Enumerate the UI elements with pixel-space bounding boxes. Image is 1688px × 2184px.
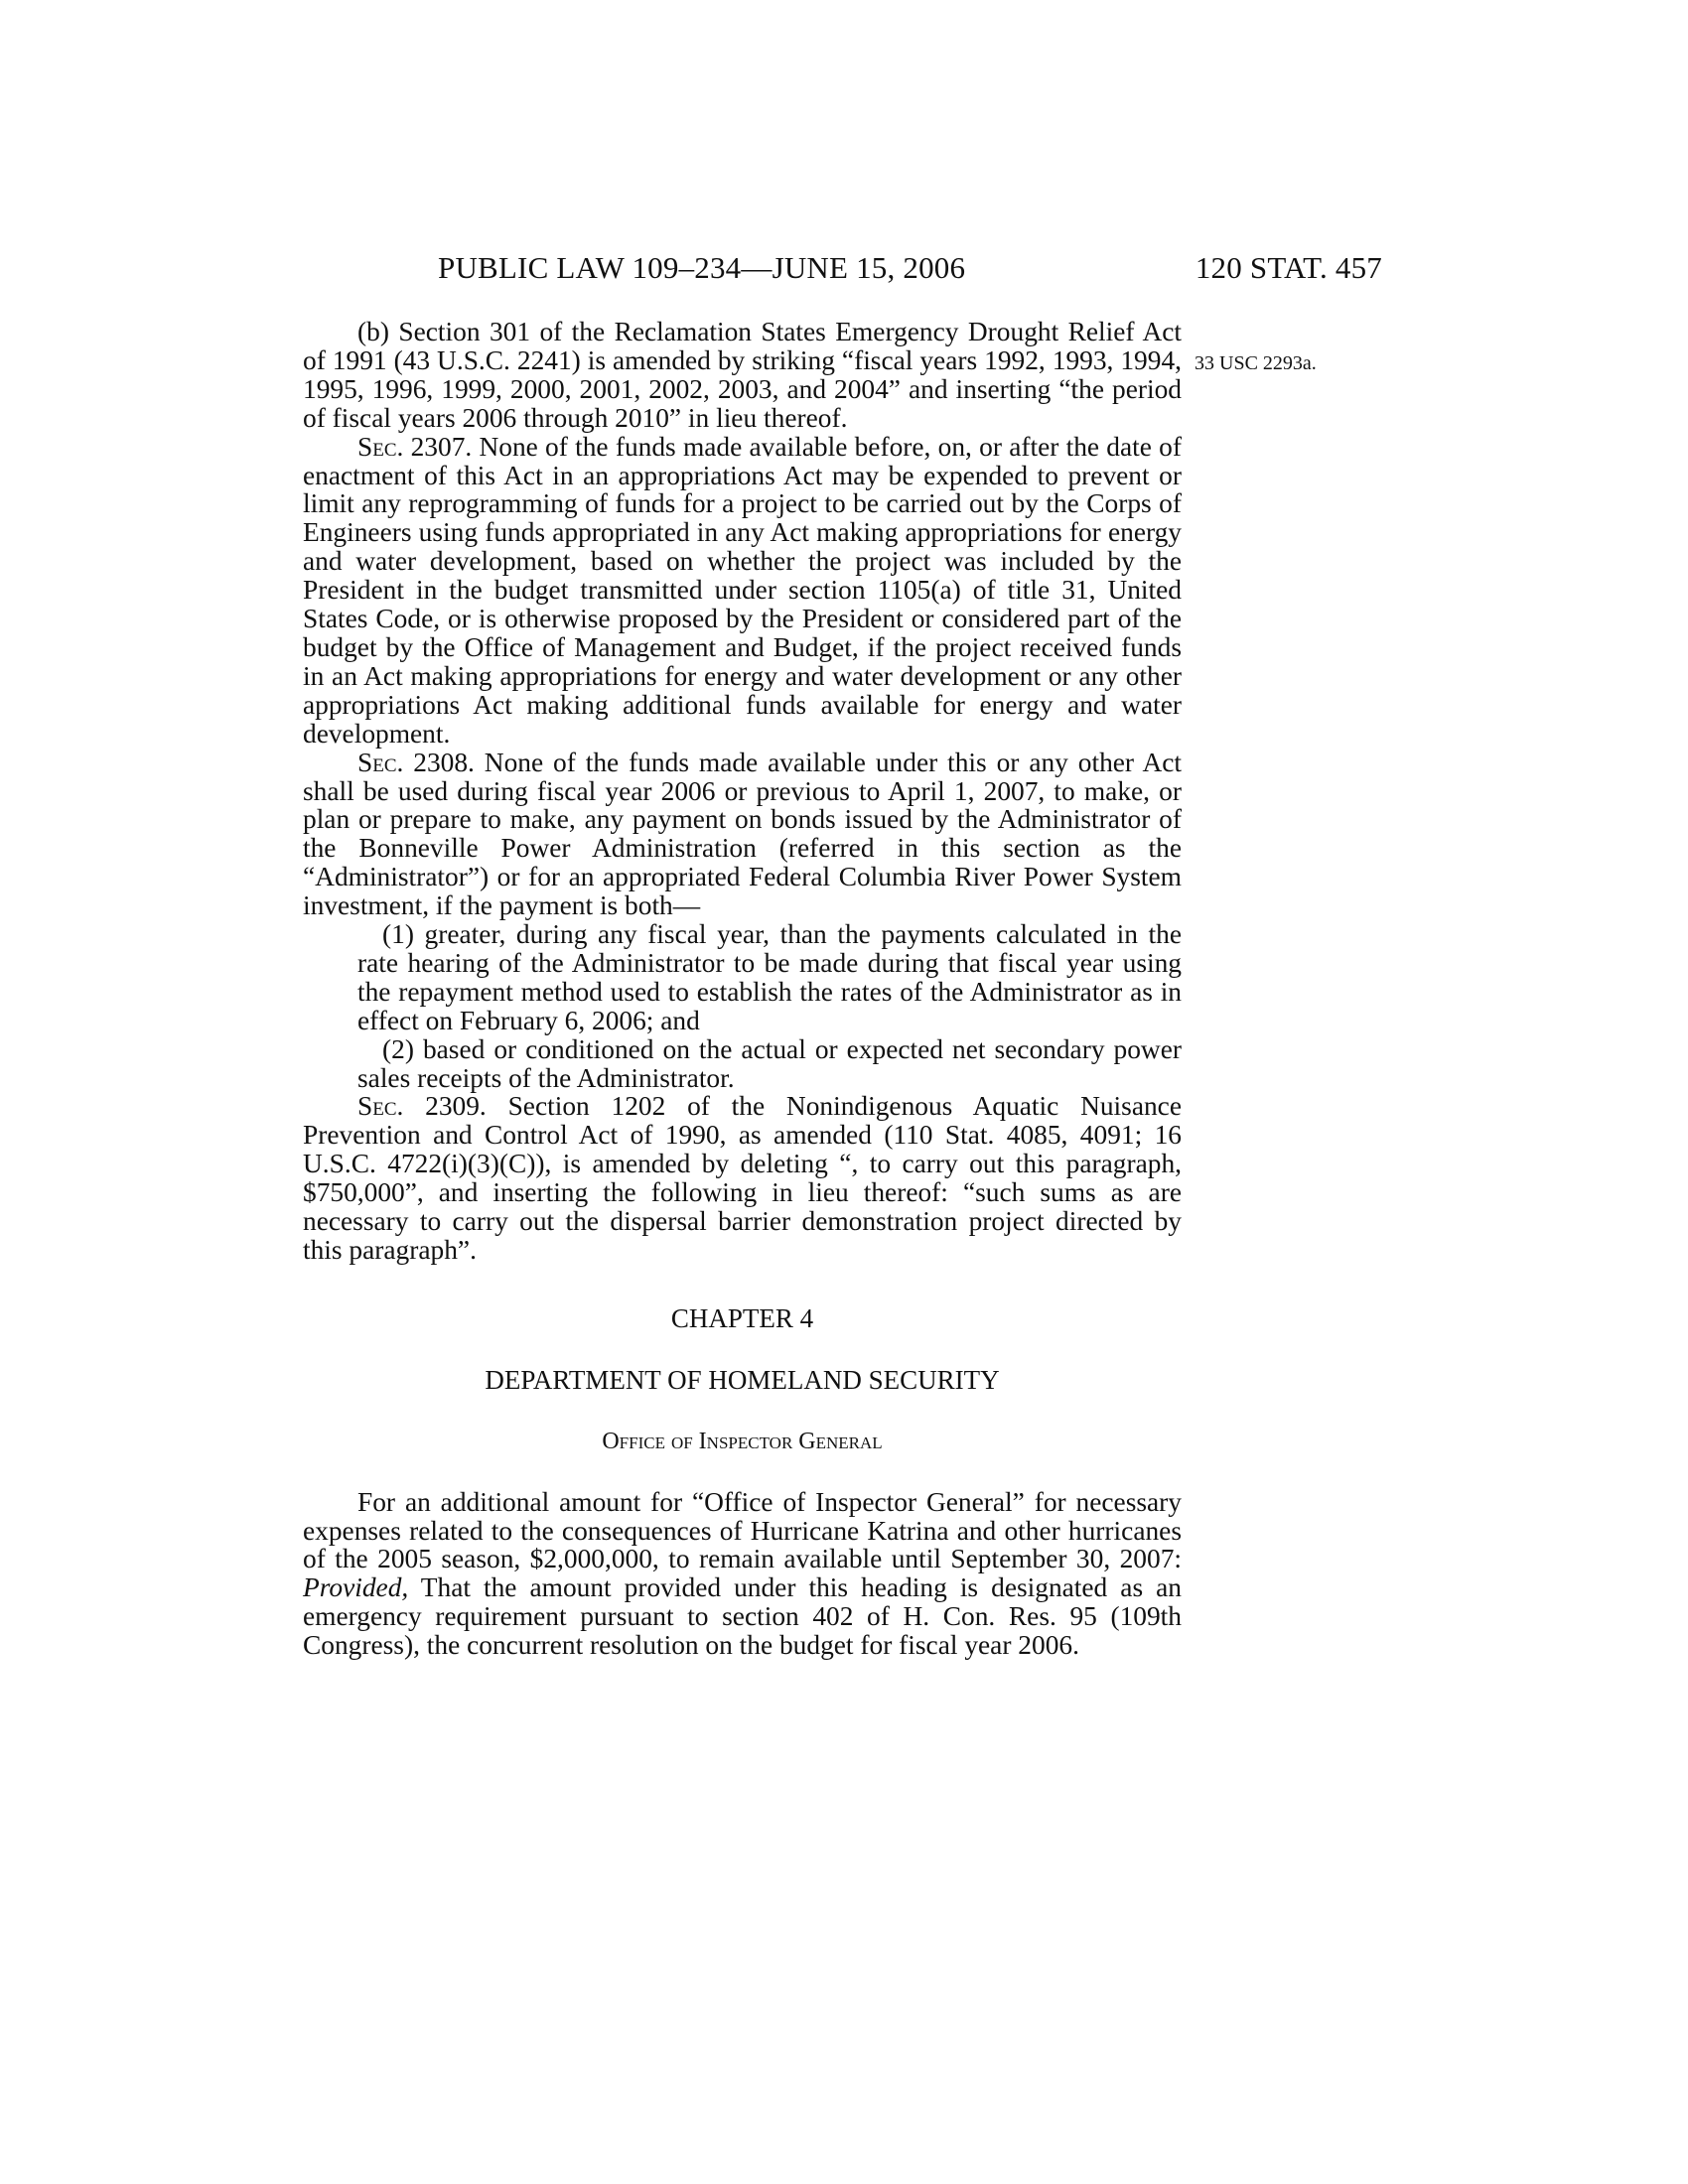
provided-proviso: Provided, xyxy=(303,1572,409,1603)
page-header xyxy=(298,250,1382,290)
document-body xyxy=(303,318,1182,1660)
section-2308 xyxy=(303,749,1182,920)
list-item-2: (2) based or conditioned on the actual or expected net secondary power sales receipts of the Administrator. xyxy=(357,1033,1182,1093)
section-2308-text: . 2308. None of the funds made available under this or any other Act shall be used during fiscal year 2006 or previous to April 1, 2007, to make, or plan or prepare to make, any payment on bonds issued by the Administrator of the Bonneville Power Administration (referred in this section as the “Administrator”) or for an appropriated Federal Columbia River Power System investment, if the payment is both— xyxy=(303,747,1182,921)
section-2307 xyxy=(303,433,1182,749)
appropriation-paragraph xyxy=(303,1488,1182,1660)
section-2307-text: . 2307. None of the funds made available before, on, or after the date of enactment of this Act in an appropriations Act may be expended to prevent or limit any reprogramming of funds for a project to be carried out by the Corps of Engineers using funds appropriated in any Act making appropriations for energy and water development, based on whether the project was included by the President in the budget transmitted under section 1105(a) of title 31, United States Code, or is otherwise proposed by the President or considered part of the budget by the Office of Management and Budget, if the project received funds in an Act making appropriations for energy and water development or any other appropriations Act making additional funds available for energy and water development. xyxy=(303,431,1182,749)
list-item-1: (1) greater, during any fiscal year, than the payments calculated in the rate hearing of the Administrator to be made during that fiscal year using the repayment method used to establish the rates of the Administrator as in effect on February 6, 2006; and xyxy=(357,919,1182,1035)
sec-label: Sec xyxy=(357,1091,397,1122)
department-heading: DEPARTMENT OF HOMELAND SECURITY xyxy=(485,1364,1000,1395)
public-law-header: PUBLIC LAW 109–234—JUNE 15, 2006 xyxy=(438,250,966,285)
usc-margin-note: 33 USC 2293a. xyxy=(1195,352,1317,374)
paragraph-section-301: (b) Section 301 of the Reclamation States Emergency Drought Relief Act of 1991 (43 U.S.C. 2241) is amended by striking “fiscal years 1992, 1993, 1994, 1995, 1996, 1999, 2000, 2001, 2002, 2003, and 2004” and inserting “the period of fiscal years 2006 through 2010” in lieu thereof. xyxy=(303,317,1182,433)
section-2309 xyxy=(303,1092,1182,1264)
chapter-title: CHAPTER 4 xyxy=(670,1302,814,1333)
office-heading: Office of Inspector General xyxy=(602,1428,883,1454)
sec-label: Sec xyxy=(357,747,397,777)
appropriation-text-end: That the amount provided under this heading is designated as an emergency requirement pursuant to section 402 of H. Con. Res. 95 (109th Congress), the concurrent resolution on the budget for fiscal year 2006. xyxy=(303,1572,1182,1661)
statute-page-number: 120 STAT. 457 xyxy=(1195,250,1382,285)
section-2309-text: . 2309. Section 1202 of the Nonindigenous Aquatic Nuisance Prevention and Control Act of 1990, as amended (110 Stat. 4085, 4091; 16 U.S.C. 4722(i)(3)(C)), is amended by deleting “, to carry out this paragraph, $750,000”, and inserting the following in lieu thereof: “such sums as are necessary to carry out the dispersal barrier demonstration project directed by this paragraph”. xyxy=(303,1091,1182,1265)
appropriation-text-start: For an additional amount for “Office of Inspector General” for necessary expenses related to the consequences of Hurricane Katrina and other hurricanes of the 2005 season, $2,000,000, to remain available until September 30, 2007: xyxy=(303,1486,1182,1574)
sec-label: Sec xyxy=(357,431,397,462)
